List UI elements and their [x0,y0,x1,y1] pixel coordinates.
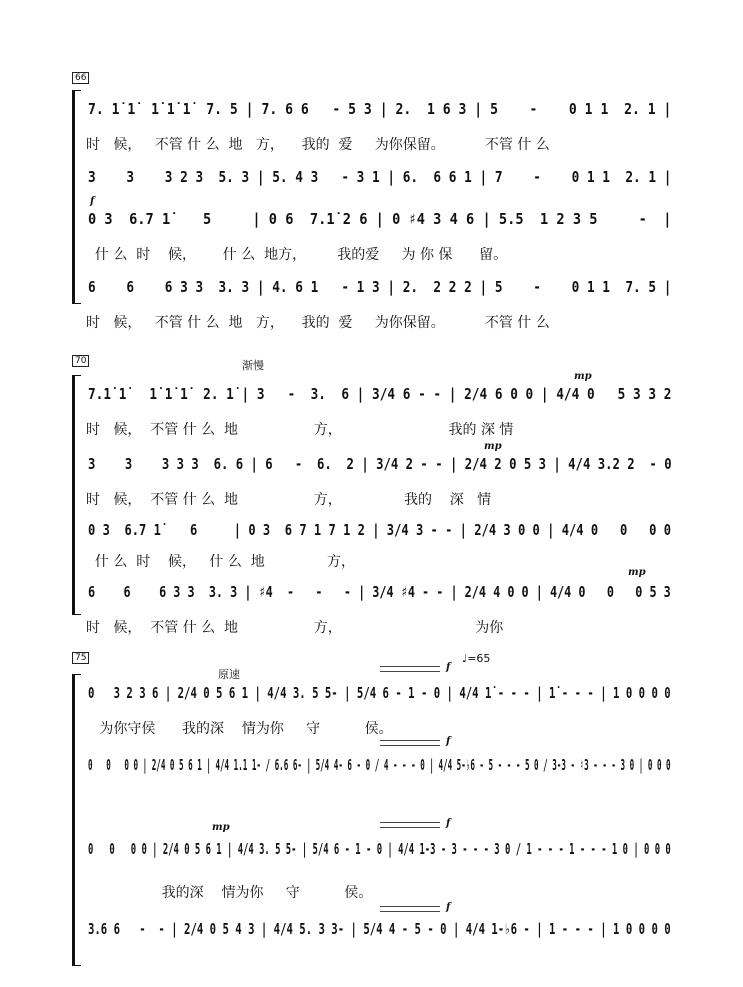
notation-line: 3 3 3 3 3 6. 6 | 6 - 6. 2 | 3/4 2 - - | 2/4 2 0 5 3 | 4/4 3.2 2 - 0 [88,455,672,473]
notation-line: 7.1̇ 1̇ 1̇ 1̇ 1̇ 2. 1̇ | 3 - 3. 6 | 3/4 6 - - | 2/4 6 0 0 | 4/4 0 5 3 3 2 [88,385,672,403]
lyric-line: 时 候， 不管 什 么 地 方， 我的 爱 为你保留。 不管 什 么 [86,315,550,331]
staff-bass [86,278,673,300]
tempo-text: 渐慢 [242,359,264,372]
notation-line: 0 3 6.7 1̇ 6 | 0 3 6 7 1 7 1 2 | 3/4 3 - - | 2/4 3 0 0 | 4/4 0 0 0 0 [88,521,672,539]
staff-soprano [86,100,673,122]
dynamic-mark: f [446,736,451,747]
tempo-mark: ♩=65 [462,652,491,665]
dynamic-mark: f [446,818,451,829]
staff-soprano [86,684,673,706]
dynamic-mark: mp [212,822,230,833]
lyric-line: 时 候， 不管 什 么 地 方， 我的 深 情 [86,422,514,438]
dynamic-mark: mp [574,371,592,382]
crescendo-hairpin [380,906,440,912]
crescendo-hairpin [380,666,440,672]
measure-number: 75 [72,652,89,664]
system-brace [72,375,81,615]
notation-line: 0 3 6.7 1̇ 5 | 0 6 7.1̇ 2 6 | 0 ♯4 3 4 6 | 5.5 1 2 3 5 - | [88,210,672,228]
system-1 [0,70,743,330]
lyric-line: 什 么 时 候， 什 么 地方， 我的爱 为 你 保 留。 [86,247,508,263]
measure-number: 66 [72,72,89,84]
staff-tenor [86,840,673,862]
lyric-line: 时 候， 不管 什 么 地 方， 我的 深 情 [86,492,492,508]
staff-tenor [86,210,673,232]
staff-bass [86,583,673,605]
dynamic-mark: mp [628,567,646,578]
dynamic-mark: f [90,196,95,207]
crescendo-hairpin [380,740,440,746]
notation-line: 0 3 2 3 6 | 2/4 0 5 6 1 | 4/4 3. 5 5- | 5/4 6 - 1 - 0 | 4/4 1̇ - - - | 1̇ - - - | 1 0 0 0 0 [88,684,671,702]
system-3 [0,652,743,972]
crescendo-hairpin [380,822,440,828]
dynamic-mark: mp [484,441,502,452]
dynamic-mark: f [446,902,451,913]
notation-line: 6 6 6 3 3 3. 3 | ♯4 - - - | 3/4 ♯4 - - | 2/4 4 0 0 | 4/4 0 0 0 5 3 [88,583,671,601]
lyric-line: 我的深 情为你 守 侯。 [86,885,373,901]
staff-alto [86,168,673,190]
staff-soprano [86,385,673,407]
system-2 [0,355,743,640]
dynamic-mark: f [446,662,451,673]
tempo-text: 原速 [218,668,240,681]
lyric-line: 为你守侯 我的深 情为你 守 侯。 [86,721,393,737]
staff-bass [86,920,673,942]
lyric-line: 时 候， 不管 什 么 地 方， 我的 爱 为你保留。 不管 什 么 [86,137,550,153]
notation-line: 6 6 6 3 3 3. 3 | 4. 6 1 - 1 3 | 2. 2 2 2 | 5 - 0 1 1 7. 5 | [88,278,672,296]
notation-line: 7. 1̇ 1̇ 1̇ 1̇ 1̇ 7. 5 | 7. 6 6 - 5 3 | 2. 1 6 3 | 5 - 0 1 1 2. 1 | [88,100,672,118]
notation-line: 0 0 0 0 | 2/4 0 5 6 1 | 4/4 3. 5 5- | 5/4 6 - 1 - 0 | 4/4 1-3 - 3 - - - 3 0 / 1 - - - 1 - - - 1 0 | 0 0 0 [88,840,671,858]
notation-line: 0 0 0 0 | 2/4 0 5 6 1 | 4/4 1.1 1- / 6.6 6- | 5/4 4- 6 - 0 / 4 - - - 0 | 4/4 5-♭6 - 5 - - - 5 0 / 3-3 - ♮3 - - - 3 0 | 0 0 0 [88,756,671,774]
notation-line: 3 3 3 2 3 5. 3 | 5. 4 3 - 3 1 | 6. 6 6 1 | 7 - 0 1 1 2. 1 | [88,168,672,186]
staff-tenor [86,521,673,543]
staff-alto [86,756,673,778]
staff-alto [86,455,673,477]
system-brace [72,90,81,304]
lyric-line: 什 么 时 候， 什 么 地 方， [86,554,356,570]
lyric-line: 时 候， 不管 什 么 地 方， 为你 [86,620,504,636]
measure-number: 70 [72,355,89,367]
system-brace [72,674,81,966]
notation-line: 3.6 6 - - | 2/4 0 5 4 3 | 4/4 5. 3 3- | 5/4 4 - 5 - 0 | 4/4 1-♭6 - | 1 - - - | 1 0 0 0 0 [88,920,671,938]
